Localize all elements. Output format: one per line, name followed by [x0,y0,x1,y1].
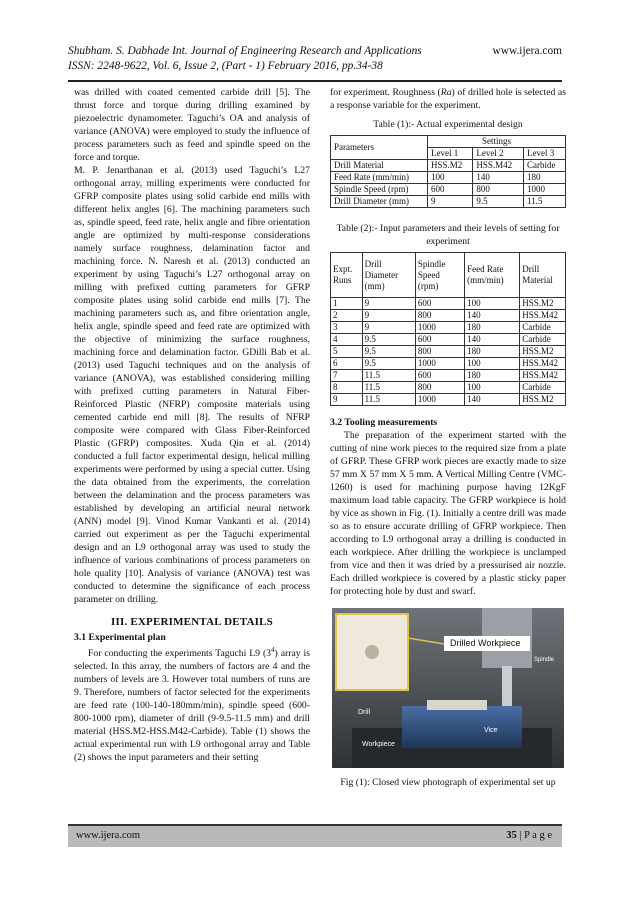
table-cell: 4 [331,334,363,346]
drill-bit [502,666,512,706]
intro-after: ) of drilled hole is selected as a response variable for the experiment. [330,87,566,111]
table-cell: 180 [523,172,565,184]
paragraph-experimental-plan [74,644,310,764]
table-cell: Drill Material [331,160,428,172]
table-cell: HSS.M2 [520,298,566,310]
table-cell: 1 [331,298,363,310]
footer-website-link[interactable]: www.ijera.com [76,830,141,841]
table-cell: 11.5 [362,382,415,394]
table-cell: 100 [465,382,520,394]
table-cell: HSS.M2 [428,160,473,172]
table-cell: Carbide [520,334,566,346]
table-cell: 11.5 [362,370,415,382]
table-cell: 140 [465,310,520,322]
table-row [331,310,566,322]
paragraph-tooling: The preparation of the experiment started with the cutting of nine work pieces to the required size from a plate of GFRP. These GFRP work pieces are exactly made to size 57 mm X 57 mm X 5 mm. A Vertical Milling Centre (VMC-1260) is used for machining purpose having 12KgF maximum load table capacity. The GFRP workpiece is hold by vice as shown in Fig. (1). Initially a centre drill was made so as to ensure accurate drilling of GFRP workpiece. Then according to L9 orthogonal array a drilling is conducted in each workpiece. After drilling the workpiece is unclamped from vice and then it was dried by a pressurised air nozzle. Each drilled workpiece is covered by a plastic sticky paper for protecting hole by dust and swarf. [330,430,566,597]
journal-citation: Shubham. S. Dabhade Int. Journal of Engineering Research and Applications [68,45,422,57]
table-cell: 9 [331,394,363,406]
table-cell: 800 [415,382,464,394]
table-row [331,334,566,346]
table-cell: 2 [331,310,363,322]
left-column [74,86,310,764]
paragraph-literature-2: M. P. Jenarthanan et al. (2013) used Taguchi’s L27 orthogonal array, milling experiments were conducted for GFRP composite plates using solid carbide end mills with different helix angles [6]. The machining parameters such as, spindle speed, feed rate, helix angle and fibre orientation angle are optimized by multi-response considerations namely surface roughness, delamination factor and machining force. N. Naresh et al. (2013) conducted an experiment by using Taguchi’s L27 orthogonal array on milling with prefixed cutting parameters for GFRP composite plates using solid carbide end mills [7]. The machining parameters such as, and fibre orientation angle, helix angle, spindle speed and feed rate are optimized with the objective of minimizing the surface roughness, machining force and delamination factor. GDilli Bab et al. (2013) used Taguchi techniques and on the analysis of variance (ANOVA), was established considering milling with prefixed cutting parameters in Natural Fiber-Reinforced Plastic (NFRP) composite materials using cemented carbide end mill [8]. The results of NFRP composite were compared with Glass Fiber-Reinforced Plastic (GFRP) composites. Xuda Qin et al. (2014) conducted a full factor experimental design, helical milling experiments were performed by using a special cutter. Using the data obtained from the experiments, the correlation between the delamination and the process parameters was established by developing an artificial neural network (ANN) model [9]. Vinod Kumar Vankanti et al. (2014) carried out experiment as per the Taguchi experimental design and an L9 orthogonal array was used to study the influence of various combinations of process parameters on hole quality [10]. Analysis of variance (ANOVA) test was conducted to determine the significance of each process parameter on drilling. [74,165,310,605]
table-cell: 7 [331,370,363,382]
table-row [331,298,566,310]
label-drilled-workpiece: Drilled Workpiece [450,638,521,648]
table-actual-experimental-design [330,135,566,208]
table-cell: 1000 [415,394,464,406]
table2-header-cell: Feed Rate (mm/min) [465,253,520,298]
table-cell: 100 [465,298,520,310]
right-column [330,86,566,789]
table-row [331,358,566,370]
table-cell: 140 [465,334,520,346]
table-cell: 9.5 [473,196,524,208]
table-cell: 9.5 [362,334,415,346]
page-number [506,830,552,841]
table-input-parameters [330,252,566,406]
table2-header-cell: Drill Material [520,253,566,298]
table-cell: HSS.M42 [520,370,566,382]
table-cell: 9 [362,298,415,310]
table1-param-header: Parameters [331,136,428,160]
label-drill: Drill [358,709,371,716]
table-row [331,172,566,184]
table1-level: Level 1 [428,148,473,160]
subsection-heading-plan: 3.1 Experimental plan [74,632,166,643]
section-heading: III. EXPERIMENTAL DETAILS [111,616,273,628]
table-cell: HSS.M2 [520,394,566,406]
paragraph-response-variable [330,86,566,112]
label-spindle: Spindle [534,657,555,663]
table-cell: Spindle Speed (rpm) [331,184,428,196]
table-cell: HSS.M2 [520,346,566,358]
table-cell: 11.5 [362,394,415,406]
table1-level: Level 3 [523,148,565,160]
drilled-hole [365,645,379,659]
table-cell: 600 [415,334,464,346]
table-cell: 9 [362,322,415,334]
page-number-value: 35 [506,830,517,841]
figure-caption: Fig (1): Closed view photograph of experimental set up [340,777,556,788]
header-divider [68,80,562,82]
table-cell: 140 [465,394,520,406]
issn-line: ISSN: 2248-9622, Vol. 6, Issue 2, (Part - 1) February 2016, pp.34-38 [68,60,383,72]
table-cell: HSS.M42 [473,160,524,172]
intro-variable: Ra [440,87,452,98]
table-cell: 100 [465,358,520,370]
table-cell: HSS.M42 [520,310,566,322]
table-row [331,370,566,382]
table-cell: Carbide [523,160,565,172]
table2-header-cell: Expt. Runs [331,253,363,298]
table-cell: HSS.M42 [520,358,566,370]
page-footer [68,824,562,847]
table-row [331,196,566,208]
table-row [331,346,566,358]
table-cell: Drill Diameter (mm) [331,196,428,208]
table-cell: 600 [428,184,473,196]
table1-header-row [331,136,566,148]
table-cell: Feed Rate (mm/min) [331,172,428,184]
plan-text-after: ) array is selected. In this array, the numbers of factors are 4 and the numbers of levels are 3. However total numbers of runs are 9. Therefore, numbers of factor selected for the experiments are feed rate (100-140-180mm/min), spindle speed (600-800-1000 rpm), diameter of drill (9-9.5-11.5 mm) and drill material (HSS.M2-HSS.M42-Carbide). Table (1) shows the actual experimental run with L9 orthogonal array and Table (2) shows the input parameters and their setting [74,648,310,764]
table-cell: 180 [465,370,520,382]
table-cell: 11.5 [523,196,565,208]
table2-header-row [331,253,566,298]
label-workpiece: Workpiece [362,741,395,748]
table-cell: 180 [465,346,520,358]
table-row [331,394,566,406]
table-cell: 9.5 [362,346,415,358]
paragraph-literature-1: was drilled with coated cemented carbide drill [5]. The thrust force and torque during drilling examined by piezoelectric dynamometer. Taguchi’s OA and analysis of variance (ANOVA) were employed to study the influence of process parameters such as feed and spindle speed on the force and torque. [74,87,310,163]
table-cell: 1000 [523,184,565,196]
table-cell: 800 [473,184,524,196]
table-cell: 100 [428,172,473,184]
table-cell: 800 [415,310,464,322]
table-row [331,184,566,196]
table-cell: 9 [362,310,415,322]
table1-caption: Table (1):- Actual experimental design [373,119,523,130]
table-row [331,160,566,172]
gfrp-workpiece [427,700,487,710]
vice-body [402,706,522,748]
table-cell: 3 [331,322,363,334]
plan-text-before: For conducting the experiments Taguchi L9 (3 [88,648,272,660]
header-website-link[interactable]: www.ijera.com [492,45,562,57]
table-cell: 140 [473,172,524,184]
table-cell: 5 [331,346,363,358]
table-cell: 8 [331,382,363,394]
table2-caption: Table (2):- Input parameters and their levels of setting for experiment [336,223,560,247]
table-cell: 600 [415,298,464,310]
subsection-heading-tooling: 3.2 Tooling measurements [330,417,438,428]
table-cell: 600 [415,370,464,382]
table1-level: Level 2 [473,148,524,160]
running-header [68,44,562,74]
table2-header-cell: Spindle Speed (rpm) [415,253,464,298]
experimental-setup-photo [332,608,564,768]
table-cell: Carbide [520,322,566,334]
table1-settings-header: Settings [428,136,566,148]
table-cell: 9 [428,196,473,208]
table-cell: Carbide [520,382,566,394]
table-cell: 1000 [415,358,464,370]
table-row [331,382,566,394]
table-cell: 6 [331,358,363,370]
table-row [331,322,566,334]
table-cell: 9.5 [362,358,415,370]
plan-superscript: 4 [271,646,275,654]
table2-header-cell: Drill Diameter (mm) [362,253,415,298]
table-cell: 180 [465,322,520,334]
page-word: | P a g e [519,830,552,841]
table-cell: 800 [415,346,464,358]
table-cell: 1000 [415,322,464,334]
label-vice: Vice [484,727,498,734]
intro-before: for experiment. Roughness ( [330,87,441,98]
